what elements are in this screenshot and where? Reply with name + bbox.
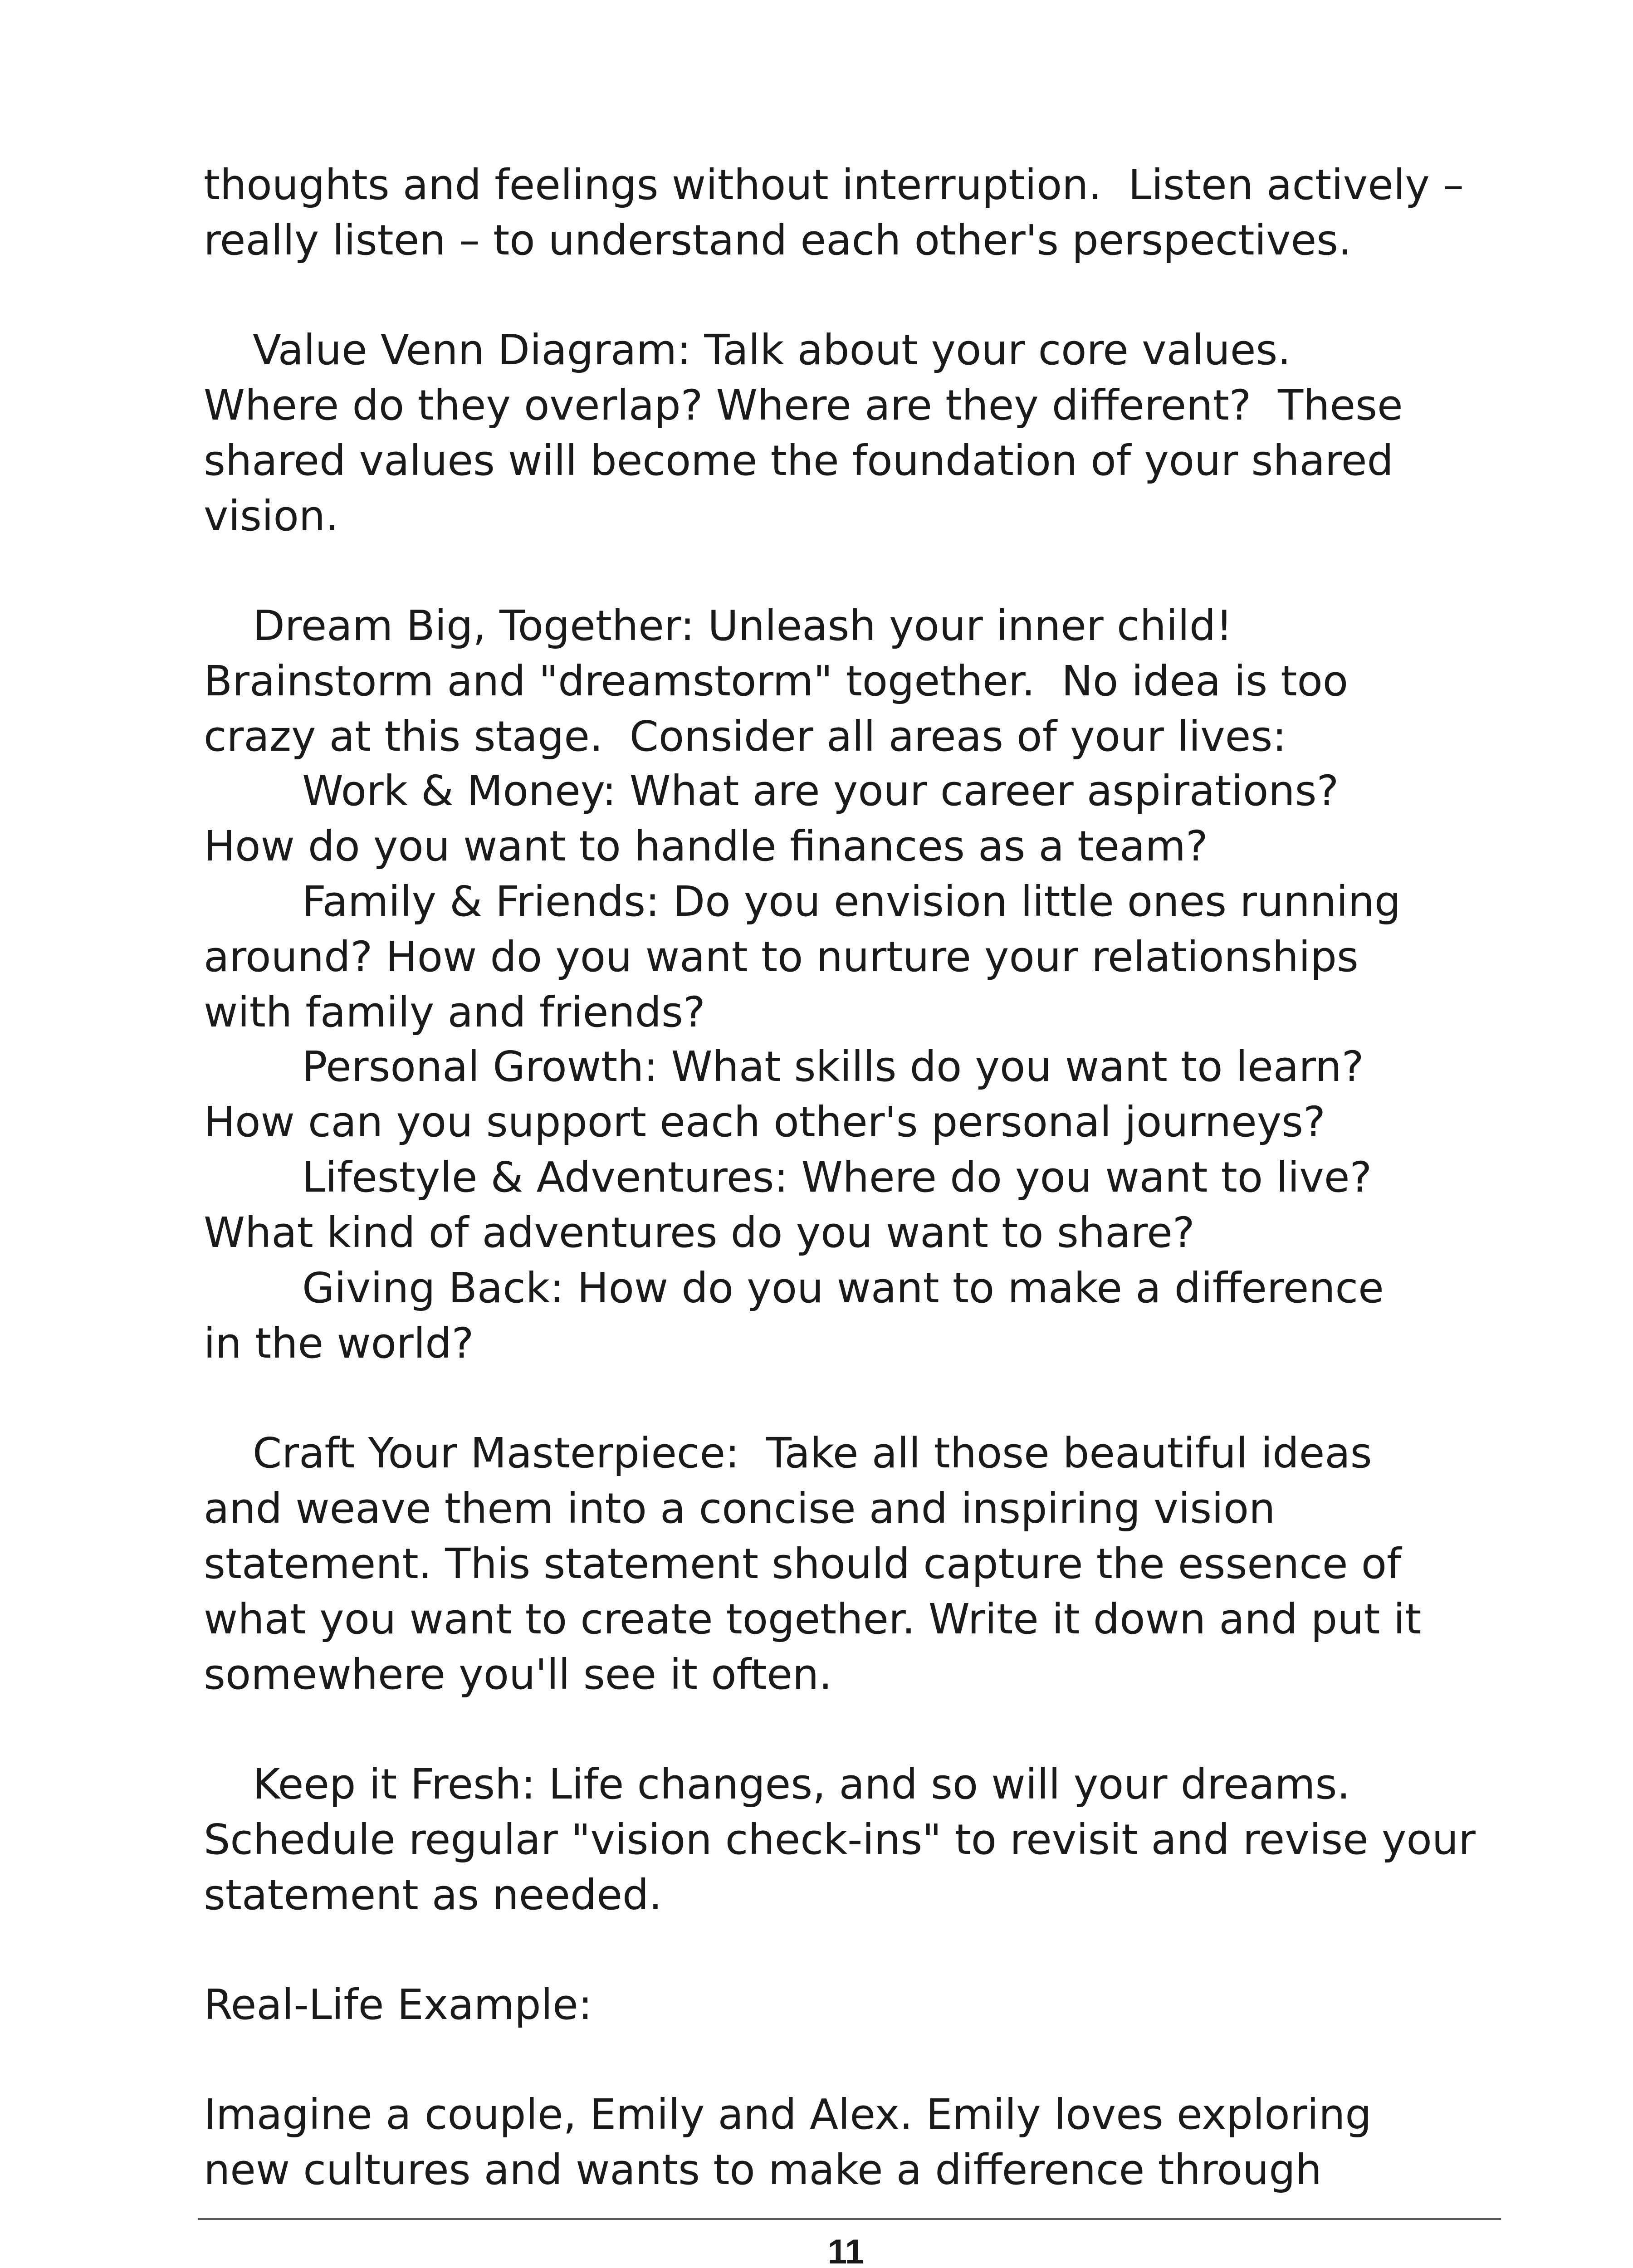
- footer-divider: [198, 2218, 1501, 2220]
- text-line: and weave them into a concise and inspiring vision: [204, 1484, 1276, 1533]
- list-item-giving-back: Giving Back: How do you want to make a difference: [302, 1264, 1384, 1312]
- text-line: crazy at this stage. Consider all areas of your lives:: [204, 712, 1287, 761]
- text-line: Brainstorm and "dreamstorm" together. No idea is too: [204, 657, 1349, 705]
- text-line: really listen – to understand each other's perspectives.: [204, 216, 1352, 264]
- paragraph-craft-your-masterpiece: Craft Your Masterpiece: Take all those beautiful ideas: [253, 1429, 1372, 1477]
- text-line: thoughts and feelings without interruption. Listen actively –: [204, 161, 1464, 209]
- text-line: shared values will become the foundation of your shared: [204, 436, 1393, 485]
- text-line: Schedule regular "vision check-ins" to revisit and revise your: [204, 1815, 1476, 1864]
- page-number: 11: [827, 2233, 865, 2268]
- list-item-family-friends: Family & Friends: Do you envision little ones running: [302, 877, 1401, 926]
- paragraph-keep-it-fresh: Keep it Fresh: Life changes, and so will your dreams.: [253, 1760, 1350, 1809]
- text-line: How can you support each other's personal journeys?: [204, 1098, 1325, 1146]
- text-line: What kind of adventures do you want to share?: [204, 1208, 1195, 1257]
- paragraph-value-venn-diagram: Value Venn Diagram: Talk about your core values.: [253, 326, 1291, 374]
- list-item-personal-growth: Personal Growth: What skills do you want to learn?: [302, 1042, 1364, 1091]
- text-line: somewhere you'll see it often.: [204, 1650, 832, 1699]
- text-line: vision.: [204, 492, 339, 540]
- text-line: in the world?: [204, 1319, 474, 1368]
- text-line: statement as needed.: [204, 1871, 662, 1919]
- text-line: How do you want to handle finances as a team?: [204, 822, 1208, 870]
- list-item-lifestyle-adventures: Lifestyle & Adventures: Where do you want to live?: [302, 1153, 1372, 1202]
- paragraph-dream-big-together: Dream Big, Together: Unleash your inner child!: [253, 601, 1233, 650]
- list-item-work-money: Work & Money: What are your career aspirations?: [302, 767, 1339, 815]
- section-heading-real-life-example: Real-Life Example:: [204, 1980, 592, 2029]
- text-line: Where do they overlap? Where are they different? These: [204, 381, 1403, 430]
- text-line: around? How do you want to nurture your relationships: [204, 933, 1359, 981]
- text-line: new cultures and wants to make a difference through: [204, 2146, 1322, 2194]
- text-line: with family and friends?: [204, 988, 705, 1036]
- text-line: what you want to create together. Write it down and put it: [204, 1595, 1422, 1643]
- text-line: Imagine a couple, Emily and Alex. Emily loves exploring: [204, 2090, 1372, 2139]
- text-line: statement. This statement should capture the essence of: [204, 1540, 1402, 1588]
